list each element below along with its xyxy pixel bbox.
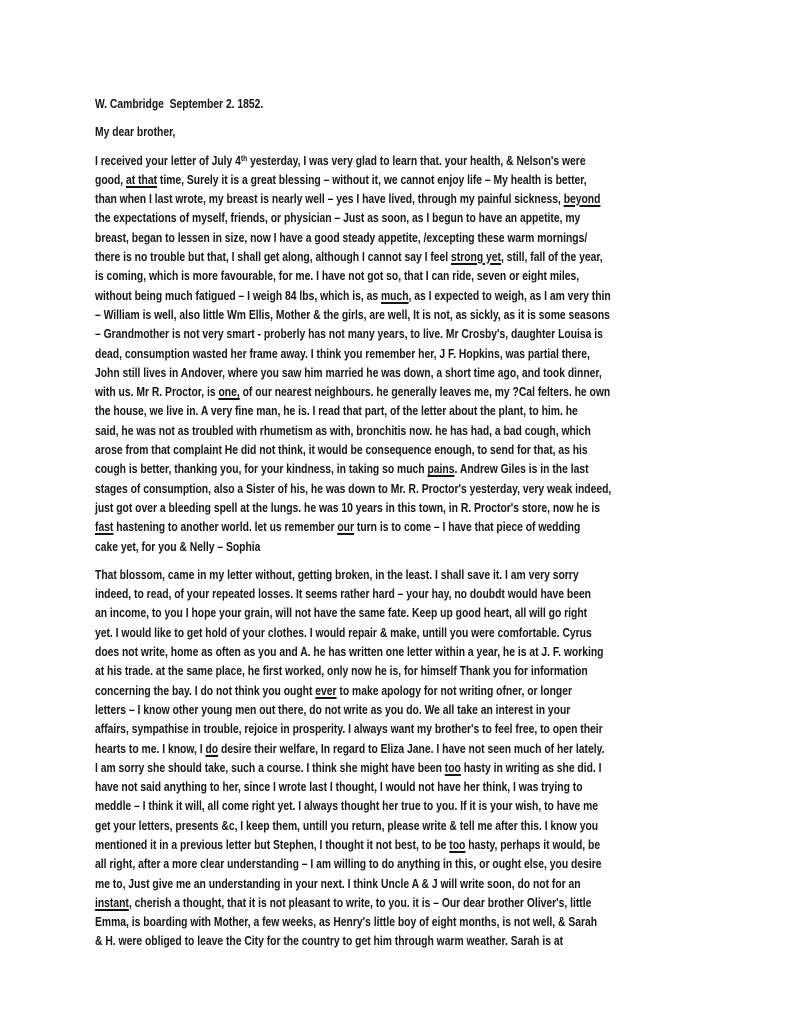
letter-line: is coming, which is more favourable, for me. I have not got so, that I can ride, seven or eight miles, bbox=[95, 268, 580, 284]
letter-line: meddle – I think it will, all come right yet. I always thought her true to you. If it is your wish, to have me bbox=[95, 798, 599, 814]
letter-line: all right, after a more clear understanding – I am willing to do anything in this, or ought else, you desire bbox=[95, 856, 602, 872]
letter-line: fast hastening to another world. let us remember our turn is to come – I have that piece of wedding bbox=[95, 519, 581, 535]
letter-line: concerning the bay. I do not think you ought ever to make apology for not writing ofner, or longer bbox=[95, 682, 572, 698]
letter-dateline: W. Cambridge September 2. 1852. bbox=[95, 96, 264, 111]
letter-line: there is no trouble but that, I shall get along, although I cannot say I feel strong yet, still, fall of the year, bbox=[95, 249, 603, 265]
letter-line: the house, we live in. A very fine man, he is. I read that part, of the letter about the plant, to him. he bbox=[95, 403, 578, 419]
letter-line: indeed, to read, of your repeated losses. It seems rather hard – your hay, no doubdt would have been bbox=[95, 586, 592, 602]
letter-line: get your letters, presents &c, I keep them, untill you return, please write & tell me after this. I know you bbox=[95, 817, 599, 833]
letter-line: with us. Mr R. Proctor, is one, of our nearest neighbours. he generally leaves me, my ?Cal felters. he own bbox=[95, 384, 611, 400]
letter-line: stages of consumption, also a Sister of his, he was down to Mr. R. Proctor's yesterday, very weak indeed, bbox=[95, 480, 612, 496]
letter-line: hearts to me. I know, I do desire their welfare, In regard to Eliza Jane. I have not seen much of her lately. bbox=[95, 740, 605, 756]
letter-salutation: My dear brother, bbox=[95, 124, 176, 140]
letter-line: without being much fatigued – I weigh 84 lbs, which is, as much, as I expected to weigh, as I am very thin bbox=[95, 287, 611, 303]
letter-paragraph bbox=[95, 565, 701, 951]
letter-line: me to, Just give me an understanding in your next. I think Uncle A & J will write soon, do not for an bbox=[95, 875, 581, 891]
letter-line: Emma, is boarding with Mother, a few weeks, as Henry's little boy of eight months, is not well, & Sarah bbox=[95, 914, 598, 930]
letter-line: arose from that complaint He did not think, it would be consequence enough, to send for that, as his bbox=[95, 442, 588, 458]
letter-line: yet. I would like to get hold of your clothes. I would repair & make, untill you were comfortable. Cyrus bbox=[95, 624, 592, 640]
letter-line: breast, began to lessen in size, now I have a good steady appetite, /excepting these warm mornings/ bbox=[95, 229, 588, 245]
letter-line: said, he was not as troubled with rhumetism as with, bronchitis now. he has had, a bad cough, which bbox=[95, 422, 591, 438]
letter-line: dead, consumption wasted her frame away. I think you remember her, J F. Hopkins, was partial there, bbox=[95, 345, 590, 361]
letter-line: mentioned it in a previous letter but Stephen, I thought it not best, to be too hasty, perhaps it would, be bbox=[95, 836, 601, 852]
letter-line: cake yet, for you & Nelly – Sophia bbox=[95, 538, 261, 554]
letter-line: good, at that time, Surely it is a great blessing – without it, we cannot enjoy life – My health is better, bbox=[95, 171, 587, 187]
letter-body bbox=[95, 151, 701, 951]
letter-paragraph bbox=[95, 151, 701, 556]
letter-line: instant, cherish a thought, that it is not pleasant to write, to you. it is – Our dear brother Oliver's, little bbox=[95, 894, 592, 910]
letter-line: an income, to you I hope your grain, will not have the same fate. Keep up good heart, all will go right bbox=[95, 605, 588, 621]
letter-line: John still lives in Andover, where you saw him married he was down, a short time ago, and took dinner, bbox=[95, 364, 602, 380]
letter-line: – Grandmother is not very smart - proberly has not many years, to live. Mr Crosby's, daughter Louisa is bbox=[95, 326, 603, 342]
letter-line: at his trade. at the same place, he first worked, only now he is, for himself Thank you for information bbox=[95, 663, 588, 679]
letter-line: & H. were obliged to leave the City for the country to get him through warm weather. Sarah is at bbox=[95, 933, 564, 949]
letter-line: – William is well, also little Wm Ellis, Mother & the girls, are well, It is not, as sickly, as it is some seasons bbox=[95, 306, 610, 322]
letter-line: letters – I know other young men out there, do not write as you do. We all take an interest in your bbox=[95, 701, 571, 717]
letter-line: I am sorry she should take, such a course. I think she might have been too hasty in writing as she did. I bbox=[95, 759, 602, 775]
letter-line: affairs, sympathise in trouble, rejoice in prosperity. I always want my brother's to feel free, to open their bbox=[95, 721, 603, 737]
letter-content bbox=[95, 94, 701, 960]
letter-line: does not write, home as often as you and A. he has written one letter within a year, he is at J. F. working bbox=[95, 644, 604, 660]
letter-line: I received your letter of July 4th yesterday, I was very glad to learn that. your health, & Nelson's were bbox=[95, 152, 586, 168]
letter-line: cough is better, thanking you, for your kindness, in taking so much pains. Andrew Giles is in the last bbox=[95, 461, 589, 477]
letter-line: than when I last wrote, my breast is nearly well – yes I have lived, through my painful sickness, beyond bbox=[95, 191, 601, 207]
letter-line: have not said anything to her, since I wrote last I thought, I would not have her think, I was trying to bbox=[95, 779, 583, 795]
letter-line: just got over a bleeding spell at the lungs. he was 10 years in this town, in R. Proctor's store, now he is bbox=[95, 499, 600, 515]
letter-line: the expectations of myself, friends, or physician – Just as soon, as I begun to have an appetite, my bbox=[95, 210, 581, 226]
letter-line: That blossom, came in my letter without, getting broken, in the least. I shall save it. I am very sorry bbox=[95, 566, 579, 582]
